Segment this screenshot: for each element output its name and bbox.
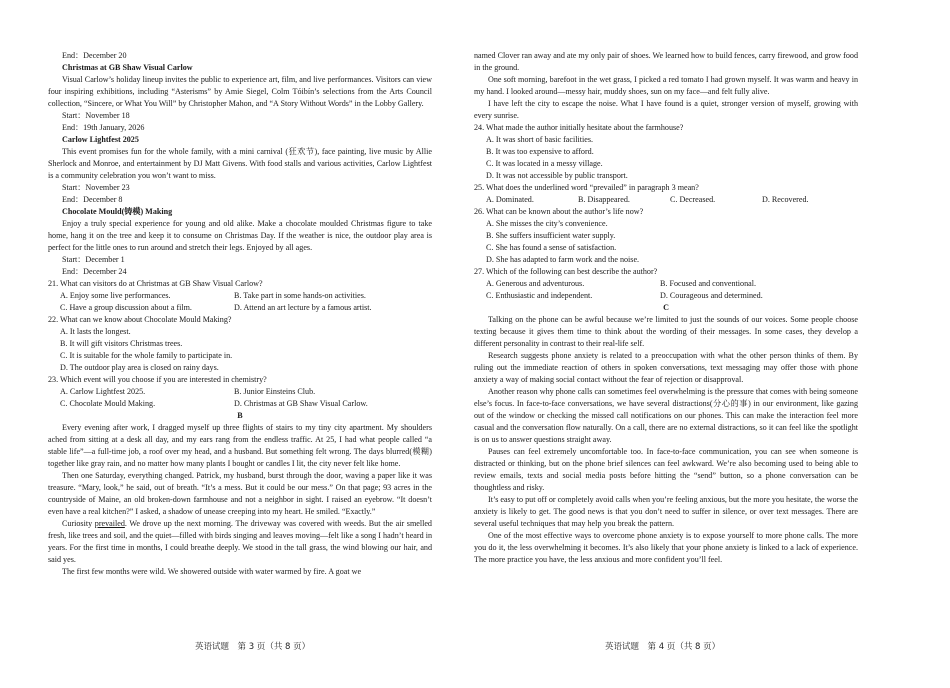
option-d: D. The outdoor play area is closed on rainy days. [60, 363, 219, 372]
event-end-date: End：December 8 [62, 195, 123, 204]
option-a: A. Enjoy some live performances. [60, 291, 171, 300]
paragraph: named Clover ran away and ate my only pair of shoes. We learned how to build fences, carry firewood, and grow food in the ground. [474, 51, 858, 72]
underlined-word: prevailed [94, 519, 125, 528]
option-c: C. It was located in a messy village. [486, 159, 603, 168]
option-b: B. She suffers insufficient water supply. [486, 231, 616, 240]
option-c: C. Decreased. [670, 195, 716, 204]
question-21: 21. What can visitors do at Christmas at GB Shaw Visual Carlow? [48, 279, 263, 288]
option-a: A. It was short of basic facilities. [486, 135, 593, 144]
page-footer-right: 英语试题 第 4 页（共 8 页） [605, 642, 721, 652]
paragraph: Pauses can feel extremely uncomfortable too. In face-to-face communication, you can see when someone is distracted or thinking, but on the phone brief silences can feel awkward. We’re also becoming used to being able to review emails, texts and social media posts before hitting the “send” button, so a phone conversation can be thoughtless and risky. [474, 447, 858, 492]
option-c: C. Enthusiastic and independent. [486, 291, 593, 300]
option-a: A. Generous and adventurous. [486, 279, 585, 288]
paragraph: This event promises fun for the whole family, with a mini carnival (狂欢节), face painting, live music by Allie Sherlock and Monroe, and entertainment by DJ Matt Givens. With food stalls and various activities, Carlow Lightfest is a community celebration you won’t want to miss. [48, 147, 432, 180]
section-heading-c: C [663, 303, 669, 312]
paragraph: One of the most effective ways to overcome phone anxiety is to expose yourself to more phone calls. The more you do it, the less overwhelming it becomes. It’s also likely that your phone anxiety is linked to a lack of experience. The more practice you have, the less anxious and more confident you’ll feel. [474, 531, 858, 564]
question-24: 24. What made the author initially hesitate about the farmhouse? [474, 123, 684, 132]
question-27: 27. Which of the following can best describe the author? [474, 267, 658, 276]
paragraph: Another reason why phone calls can sometimes feel overwhelming is the pressure that comes with being someone else’s focus. In face-to-face conversations, we have several distractions(分心的事) in our environment, like gazing out of the window or checking the missed call notifications on our phones. This can make the interaction feel more casual and the conversation flow naturally. On a call, there are no external distractions, so it can feel like the spotlight is on us to answer questions straight away. [474, 387, 858, 444]
option-c: C. Chocolate Mould Making. [60, 399, 156, 408]
option-d: D. She has adapted to farm work and the noise. [486, 255, 640, 264]
paragraph [48, 518, 432, 566]
option-b: B. Focused and conventional. [660, 279, 756, 288]
paragraph: Enjoy a truly special experience for young and old alike. Make a chocolate moulded Christmas figure to take home, hang it on the tree and keep it to consume on Christmas Day. If the weather is nice, the outdoor play area is perfect for the little ones to run around and stretch their legs. Enjoyed by all ages. [48, 219, 432, 252]
event-end-date: End：19th January, 2026 [62, 123, 145, 132]
option-d: D. Attend an art lecture by a famous artist. [234, 303, 372, 312]
options-row [48, 290, 432, 302]
option-c: C. She has found a sense of satisfaction. [486, 243, 617, 252]
paragraph: Then one Saturday, everything changed. Patrick, my husband, burst through the door, waving a paper like it was treasure. “Mary, look,” he said, out of breath. “It’s a mess. But it could be our mess.” On that page; 93 acres in the countryside of Maine, an old broken-down farmhouse and not a neighbor in sight. I raised an eyebrow. “It doesn’t even have a real kitchen?” I asked, a shadow of unease creeping into my heart. He smiled. “Exactly.” [48, 471, 432, 516]
event-end-date: End：December 20 [62, 51, 127, 60]
question-23: 23. Which event will you choose if you are interested in chemistry? [48, 375, 267, 384]
left-column [48, 50, 432, 578]
text-run: . We drove up the next morning. The driveway was covered with weeds. But the air smelled fresh, like trees and soil, and the quiet—filled with birds singing and leaves moving—felt like a song I hadn’t heard in years. For the first time in months, I could breathe deeply. We stood in the tall grass, the wind blowing our hair, and said yes. [48, 519, 432, 564]
event-title: Chocolate Mould(铸模) Making [62, 207, 173, 216]
option-a: A. Dominated. [486, 195, 534, 204]
section-heading-b: B [237, 411, 243, 420]
option-a: A. It lasts the longest. [60, 327, 131, 336]
paragraph: Every evening after work, I dragged myself up three flights of stairs to my tiny city apartment. My shoulders ached from sitting at a desk all day, and my ears rang from the endless traffic. At 25, I had what people called “a stable life”—a full-time job, a roof over my head, and a husband. But something felt wrong. The days blurred(模糊) together like gray rain, and no matter how many plants I bought or candles I lit, the city never felt like home. [48, 423, 432, 468]
option-b: B. Junior Einsteins Club. [234, 387, 316, 396]
event-start-date: Start：November 18 [62, 111, 130, 120]
option-b: B. Disappeared. [578, 195, 630, 204]
question-25: 25. What does the underlined word “prevailed” in paragraph 3 mean? [474, 183, 699, 192]
question-26: 26. What can be known about the author’s life now? [474, 207, 644, 216]
event-title: Carlow Lightfest 2025 [62, 135, 139, 144]
option-d: D. Christmas at GB Shaw Visual Carlow. [234, 399, 368, 408]
event-title: Christmas at GB Shaw Visual Carlow [62, 63, 193, 72]
options-row [48, 386, 432, 398]
option-a: A. She misses the city’s convenience. [486, 219, 608, 228]
paragraph: Research suggests phone anxiety is related to a preoccupation with what the other person thinks of them. By ruling out the immediate reaction of others in spoken conversations, text messaging may offer those with phone anxiety a way of making social contact without the fear of rejection or disapproval. [474, 351, 858, 384]
option-a: A. Carlow Lightfest 2025. [60, 387, 146, 396]
paragraph: Talking on the phone can be awful because we’re limited to just the sounds of our voices. Some people choose texting because it gives them time to think about the wording of their messages. In some cases, they develop a different personality in contrast to their real-life self. [474, 315, 858, 348]
event-start-date: Start：December 1 [62, 255, 125, 264]
option-b: B. Take part in some hands-on activities. [234, 291, 366, 300]
options-row [474, 194, 858, 206]
option-c: C. Have a group discussion about a film. [60, 303, 192, 312]
page-footer-left: 英语试题 第 3 页（共 8 页） [195, 642, 311, 652]
options-row [474, 290, 858, 302]
options-row [48, 398, 432, 410]
event-start-date: Start：November 23 [62, 183, 130, 192]
paragraph: Visual Carlow’s holiday lineup invites the public to experience art, film, and live performances. Visitors can view four inspiring exhibitions, including “Asterisms” by Amie Siegel, Colm Tóibín’s selections from the Arts Council collection, “Sincere, or What You Will” by Christopher Mahon, and “A Story Without Words” in the Lobby Gallery. [48, 75, 432, 108]
option-b: B. It was too expensive to afford. [486, 147, 594, 156]
text-run: Curiosity [62, 519, 95, 528]
option-b: B. It will gift visitors Christmas trees. [60, 339, 183, 348]
question-22: 22. What can we know about Chocolate Mould Making? [48, 315, 232, 324]
option-d: D. It was not accessible by public transport. [486, 171, 628, 180]
options-row [474, 278, 858, 290]
paragraph: It’s easy to put off or completely avoid calls when you’re feeling anxious, but the more you hesitate, the worse the anxiety is likely to get. The good news is that you don’t need to suffer in silence, or over text messages. There are several useful techniques that may help you break the pattern. [474, 495, 858, 528]
option-c: C. It is suitable for the whole family to participate in. [60, 351, 233, 360]
option-d: D. Courageous and determined. [660, 291, 763, 300]
paragraph: The first few months were wild. We showered outside with water warmed by fire. A goat we [62, 567, 362, 576]
event-end-date: End：December 24 [62, 267, 127, 276]
paragraph: I have left the city to escape the noise. What I have found is a quiet, stronger version of myself, growing with every sunrise. [474, 99, 858, 120]
option-d: D. Recovered. [762, 195, 809, 204]
right-column [474, 50, 858, 566]
options-row [48, 302, 432, 314]
paragraph: One soft morning, barefoot in the wet grass, I picked a red tomato I had grown myself. It was warm and heavy in my hand. I looked around—messy hair, muddy shoes, sun on my face—and felt fully alive. [474, 75, 858, 96]
